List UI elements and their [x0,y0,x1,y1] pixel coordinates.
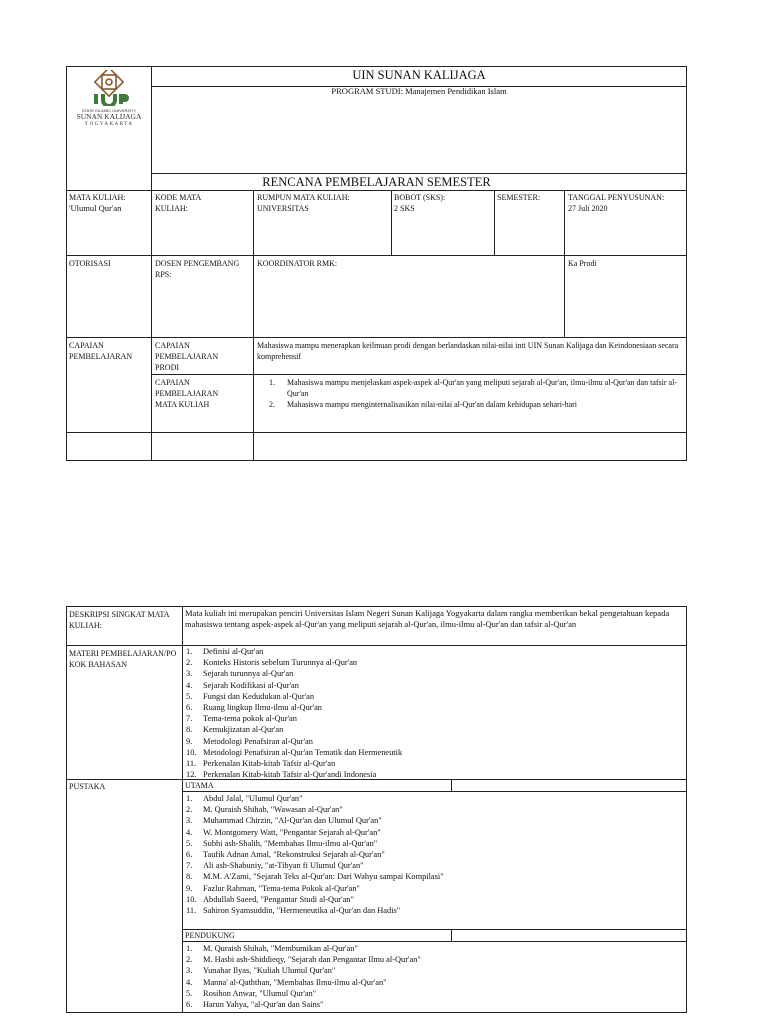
list-number: 1. [186,647,193,656]
mata-kuliah-value: 'Ulumul Qur'an [69,203,122,213]
list-item [257,377,684,399]
list-number: 12. [186,770,197,780]
list-item [183,827,683,838]
list-number: 8. [186,872,193,882]
list-number: 6. [186,703,193,713]
list-item [183,680,683,691]
list-text: Muhammad Chirzin, "Al-Qur'an dan Ulumul Qur'an" [203,816,382,826]
cp-prodi-text: Mahasiswa mampu menerapkan keilmuan prodi dengan berlandaskan nilai-nilai inti UIN Sunan Kalijaga dan Keindonesiaan secara komprehensif [257,341,679,361]
list-number: 6. [186,1000,193,1010]
rumpun-value: UNIVERSITAS [257,204,309,213]
list-item [183,838,683,849]
semester-label: SEMESTER: [497,193,541,202]
list-text: Perkenalan Kitab-kitab Tafsir al-Qur'an [203,759,336,769]
list-number: 7. [186,714,193,724]
list-item [183,769,683,780]
list-number: 4. [186,977,193,987]
pendukung-label: PENDUKUNG [185,931,235,940]
list-text: W. Montgomery Watt, "Pengantar Sejarah al-Qur'an" [203,827,381,837]
list-number: 9. [186,736,193,746]
list-number: 2. [269,400,275,409]
tanggal-value: 27 Juli 2020 [568,204,608,213]
list-item [183,977,683,988]
list-text: Kemukjizatan al-Qur'an [203,725,284,735]
list-number: 4. [186,680,193,690]
list-text: M. Hasbi ash-Shiddieqy, "Sejarah dan Pengantar Ilmu al-Qur'an" [203,955,421,965]
list-item [183,883,683,894]
list-text: Perkenalan Kitab-kitab Tafsir al-Qur'andi Indonesia [203,770,377,780]
list-text: Sahiron Syamsuddin, "Hermeneutika al-Qur'an dan Hadis" [203,906,401,916]
list-number: 6. [186,850,193,860]
list-number: 1. [186,944,193,953]
logo-line-3: YOGYAKARTA [84,122,134,127]
university-name: UIN SUNAN KALIJAGA [352,68,486,82]
dosen-label: DOSEN PENGEMBANG RPS: [155,259,240,279]
materi-label: MATERI PEMBELAJARAN/POKOK BAHASAN [69,649,177,669]
cp-prodi-label: CAPAIAN PEMBELAJARAN PRODI [155,341,219,372]
list-number: 8. [186,725,193,735]
list-item [183,815,683,826]
list-item [183,871,683,882]
kaprodi-label: Ka Prodi [568,259,597,268]
list-item [183,646,683,657]
list-item [183,894,683,905]
list-number: 3. [186,816,193,826]
document-title: RENCANA PEMBELAJARAN SEMESTER [262,175,491,189]
list-item [183,954,683,965]
list-text: Mahasiswa mampu menjelaskan aspek-aspek al-Qur'an yang meliputi sejarah al-Qur'an, ilmu-ilmu al-Qur'an dan tafsir al-Qur'an [287,378,677,398]
list-text: M.M. A'Zami, "Sejarah Teks al-Qur'an: Dari Wahyu sampai Kompilasi" [203,872,444,882]
materi-list [183,646,683,780]
list-number: 2. [186,805,193,815]
list-number: 5. [186,691,193,701]
list-number: 5. [186,988,193,998]
list-number: 1. [186,794,193,803]
list-text: M. Quraish Shihab, "Wawasan al-Qur'an" [203,805,343,815]
list-text: Definisi al-Qur'an [203,647,264,656]
deskripsi-label: DESKRIPSI SINGKAT MATA KULIAH: [69,610,170,630]
deskripsi-text: Mata kuliah ini merupakan penciri Universitas Islam Negeri Sunan Kalijaga Yogyakarta dalam rangka memberikan bekal pengetahuan kepada mahasiswa tentang aspek-aspek al-Qur'an yang meliputi sejarah al-Qur'an, ilmu-ilmu al-Qur'an dan tafsir al-Qur'an [185,608,670,629]
uin-logo [70,70,148,160]
list-text: Fazlur Rahman, "Tema-tema Pokok al-Qur'an" [203,883,360,893]
list-item [183,965,683,976]
list-item [183,793,683,804]
list-text: Abdullah Saeed, "Pengantar Studi al-Qur'an" [203,894,354,904]
list-number: 3. [186,669,193,679]
list-text: Taufik Adnan Amal, "Rekonstruksi Sejarah al-Qur'an" [203,850,385,860]
list-number: 4. [186,827,193,837]
list-number: 1. [269,378,275,387]
list-text: Ali ash-Shabuniy, "at-Tibyan fi Ulumul Qur'an" [203,861,364,871]
cp-mk-list [257,377,684,410]
list-text: Yunahar Ilyas, "Kuliah Ulumul Qur'an" [203,966,336,976]
list-number: 10. [186,894,197,904]
list-number: 3. [186,966,193,976]
list-text: Fungsi dan Kedudukan al-Qur'an [203,691,315,701]
capaian-label: CAPAIAN PEMBELAJARAN [69,341,133,361]
list-item [183,691,683,702]
tanggal-label: TANGGAL PENYUSUNAN: [568,193,665,202]
list-text: Subhi ash-Shalih, "Membahas Ilmu-ilmu al-Qur'an" [203,838,378,848]
list-text: Rosihon Anwar, "Ulumul Qur'an" [203,988,317,998]
list-text: Metodologi Penafsiran al-Qur'an Tematik dan Hermeneutik [203,747,403,757]
list-item [183,905,683,916]
uin-emblem-icon [87,70,131,106]
list-item [183,747,683,758]
list-item [183,702,683,713]
list-item [257,399,684,410]
list-text: Sejarah Kodifikasi al-Qur'an [203,680,299,690]
koordinator-label: KOORDINATOR RMK: [257,259,338,268]
list-item [183,657,683,668]
list-item [183,860,683,871]
list-item [183,804,683,815]
list-text: Harun Yahya, "al-Qur'an dan Sains" [203,1000,324,1010]
rumpun-label: RUMPUN MATA KULIAH: [257,193,350,202]
pendukung-list [183,943,683,1010]
list-text: M. Quraish Shihab, "Membumikan al-Qur'an" [203,944,358,953]
mata-kuliah-label: MATA KULIAH: [69,193,126,202]
list-number: 9. [186,883,193,893]
list-text: Manna' al-Qaththan, "Membahas Ilmu-ilmu al-Qur'an" [203,977,387,987]
list-text: Konteks Historis sebelum Turunnya al-Qur'an [203,658,358,668]
list-item [183,758,683,769]
bobot-value: 2 SKS [394,204,415,213]
list-number: 2. [186,658,193,668]
list-item [183,849,683,860]
logo-line-1: STATE ISLAMIC UNIVERSITY [81,108,137,113]
list-item [183,736,683,747]
list-item [183,724,683,735]
utama-label: UTAMA [185,781,214,790]
list-number: 11. [186,906,197,916]
list-number: 2. [186,955,193,965]
logo-line-2: SUNAN KALIJAGA [76,112,142,121]
list-item [183,668,683,679]
list-number: 11. [186,759,197,769]
utama-list [183,793,683,916]
list-text: Abdul Jalal, "Ulumul Qur'an" [203,794,303,803]
list-item [183,713,683,724]
list-text: Ruang lingkup Ilmu-ilmu al-Qur'an [203,703,322,713]
list-text: Metodologi Penafsiran al-Qur'an [203,736,313,746]
list-number: 7. [186,861,193,871]
cp-mk-label: CAPAIAN PEMBELAJARAN MATA KULIAH [155,378,219,409]
otorisasi-label: OTORISASI [69,259,111,268]
bobot-label: BOBOT (SKS): [394,193,446,202]
program-studi: PROGRAM STUDI: Manajemen Pendidikan Islam [331,86,507,96]
list-text: Mahasiswa mampu menginternalisasikan nilai-nilai al-Qur'an dalam kehidupan sehari-hari [287,400,578,409]
pustaka-label: PUSTAKA [69,782,106,791]
list-item [183,988,683,999]
kode-mk-label: KODE MATA KULIAH: [155,193,201,213]
list-text: Sejarah turunnya al-Qur'an [203,669,294,679]
list-number: 10. [186,747,197,757]
list-item [183,999,683,1010]
list-item [183,943,683,954]
list-number: 5. [186,838,193,848]
list-text: Tema-tema pokok al-Qur'an [203,714,297,724]
